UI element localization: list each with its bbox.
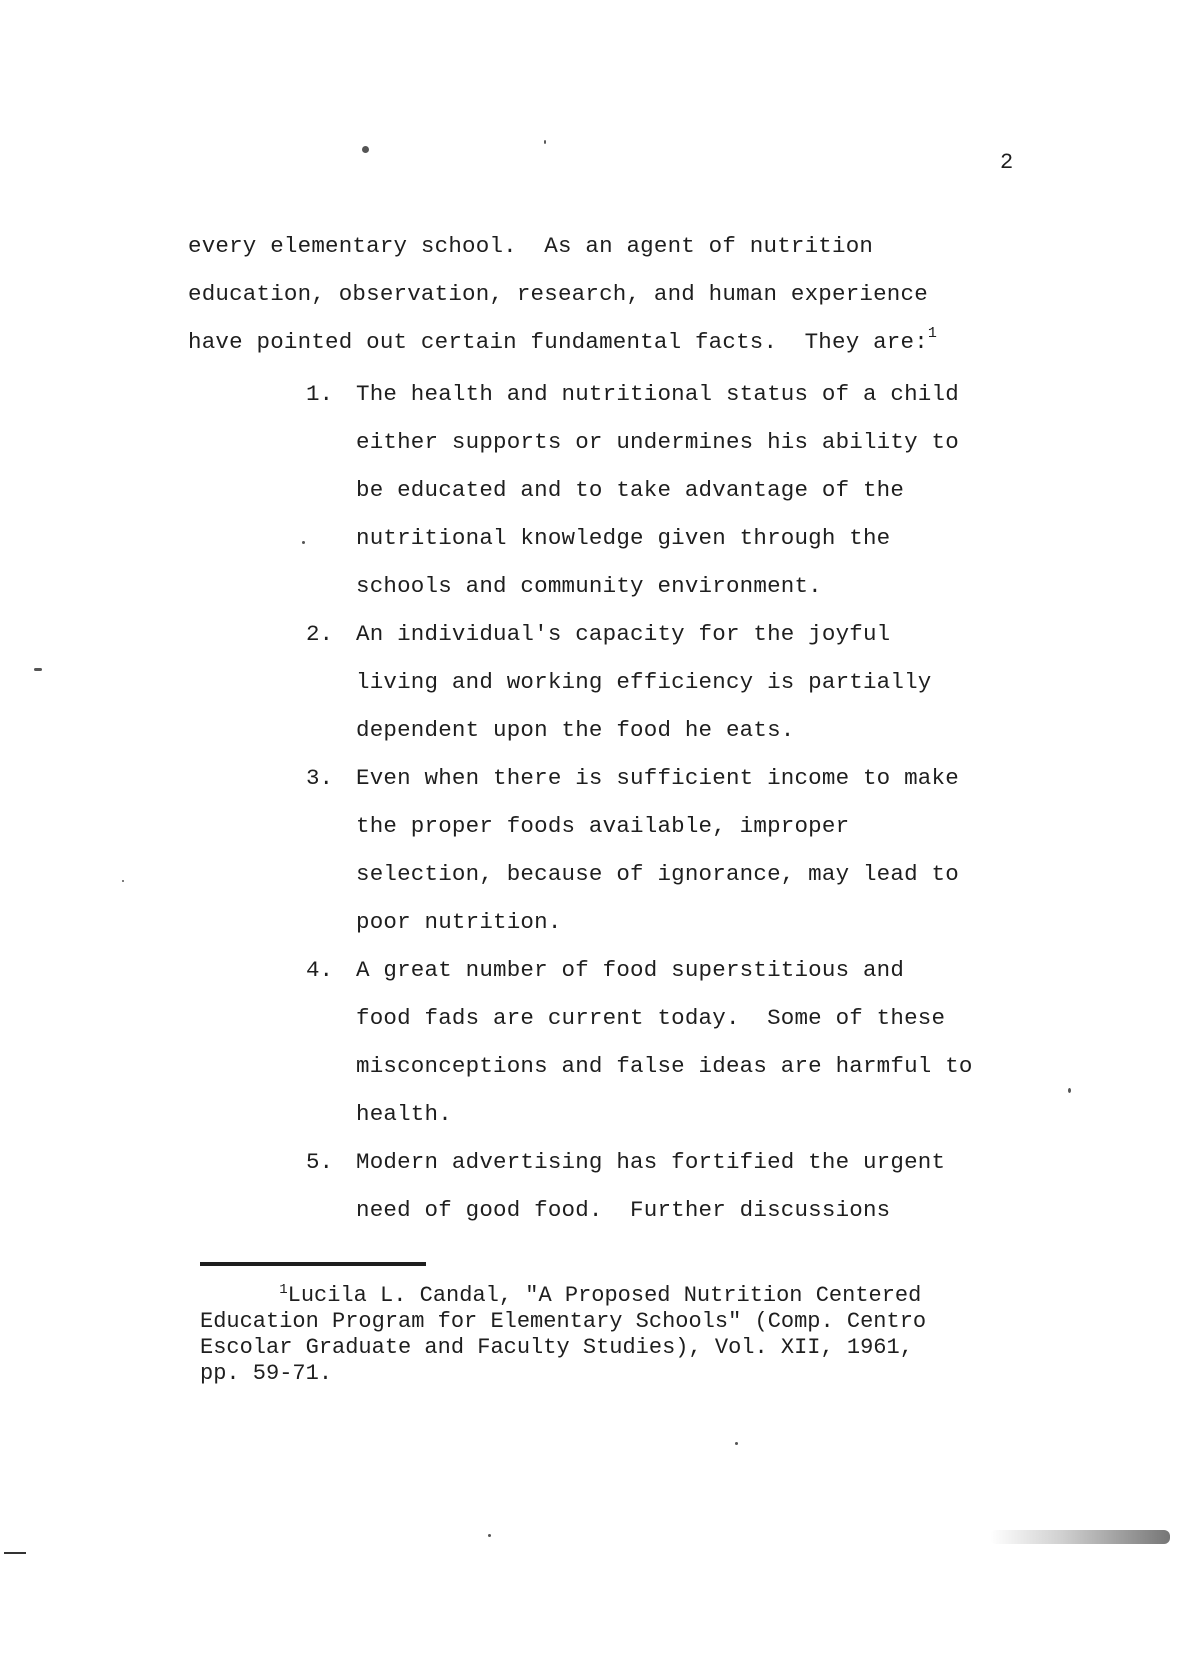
list-item-number: 5.: [306, 1149, 334, 1175]
footnote-divider: [200, 1262, 426, 1266]
list-item-line: be educated and to take advantage of the: [356, 477, 905, 503]
scan-edge-mark: [4, 1552, 26, 1554]
list-item-number: 1.: [306, 381, 334, 407]
list-item-line: Even when there is sufficient income to make: [356, 765, 959, 791]
body-line: education, observation, research, and human experience: [188, 281, 928, 307]
list-item: [306, 370, 1066, 610]
scan-speck: [1068, 1088, 1071, 1093]
list-item-line: dependent upon the food he eats.: [356, 717, 795, 743]
scan-speck: [122, 880, 124, 882]
scan-speck: [302, 541, 305, 544]
list-item-line: nutritional knowledge given through the: [356, 525, 891, 551]
list-item-line: health.: [356, 1101, 452, 1127]
list-item: [306, 610, 1066, 754]
list-item-line: food fads are current today. Some of these: [356, 1005, 946, 1031]
body-paragraph: [188, 222, 1088, 366]
list-item-line: the proper foods available, improper: [356, 813, 850, 839]
list-item-number: 2.: [306, 621, 334, 647]
list-item-line: poor nutrition.: [356, 909, 562, 935]
body-line: every elementary school. As an agent of nutrition: [188, 233, 874, 259]
scan-speck: [362, 146, 369, 153]
list-item-line: The health and nutritional status of a child: [356, 381, 959, 407]
footnote-reference: 1: [927, 325, 938, 342]
footnote-line: Escolar Graduate and Faculty Studies), Vol. XII, 1961,: [200, 1335, 913, 1360]
body-line-with-footnote: [188, 318, 1088, 366]
footnote-marker: 1: [279, 1282, 288, 1298]
scan-speck: [488, 1534, 491, 1537]
list-item-line: An individual's capacity for the joyful: [356, 621, 891, 647]
list-item-line: Modern advertising has fortified the urgent: [356, 1149, 946, 1175]
scan-smudge: [990, 1530, 1170, 1544]
list-item-line: schools and community environment.: [356, 573, 822, 599]
list-item-line: selection, because of ignorance, may lead to: [356, 861, 959, 887]
footnote: [200, 1283, 1080, 1387]
list-item-line: A great number of food superstitious and: [356, 957, 905, 983]
list-item: [306, 754, 1066, 946]
list-item: [306, 1138, 1066, 1234]
scan-speck: [34, 668, 42, 671]
footnote-line: pp. 59-71.: [200, 1361, 333, 1386]
footnote-line-with-marker: [200, 1283, 1080, 1309]
list-item-line: need of good food. Further discussions: [356, 1197, 891, 1223]
list-item: [306, 946, 1066, 1138]
scan-speck: [735, 1442, 738, 1445]
footnote-line: Education Program for Elementary Schools" (Comp. Centro: [200, 1309, 927, 1334]
facts-list: [306, 370, 1066, 1234]
list-item-number: 4.: [306, 957, 334, 983]
list-item-line: either supports or undermines his ability to: [356, 429, 959, 455]
body-line: have pointed out certain fundamental facts. They are:: [188, 329, 928, 355]
page-number: 2: [1000, 150, 1014, 175]
footnote-line: Lucila L. Candal, "A Proposed Nutrition Centered: [287, 1283, 922, 1308]
list-item-line: living and working efficiency is partially: [356, 669, 932, 695]
scan-speck: [544, 140, 546, 144]
list-item-number: 3.: [306, 765, 334, 791]
list-item-line: misconceptions and false ideas are harmful to: [356, 1053, 973, 1079]
